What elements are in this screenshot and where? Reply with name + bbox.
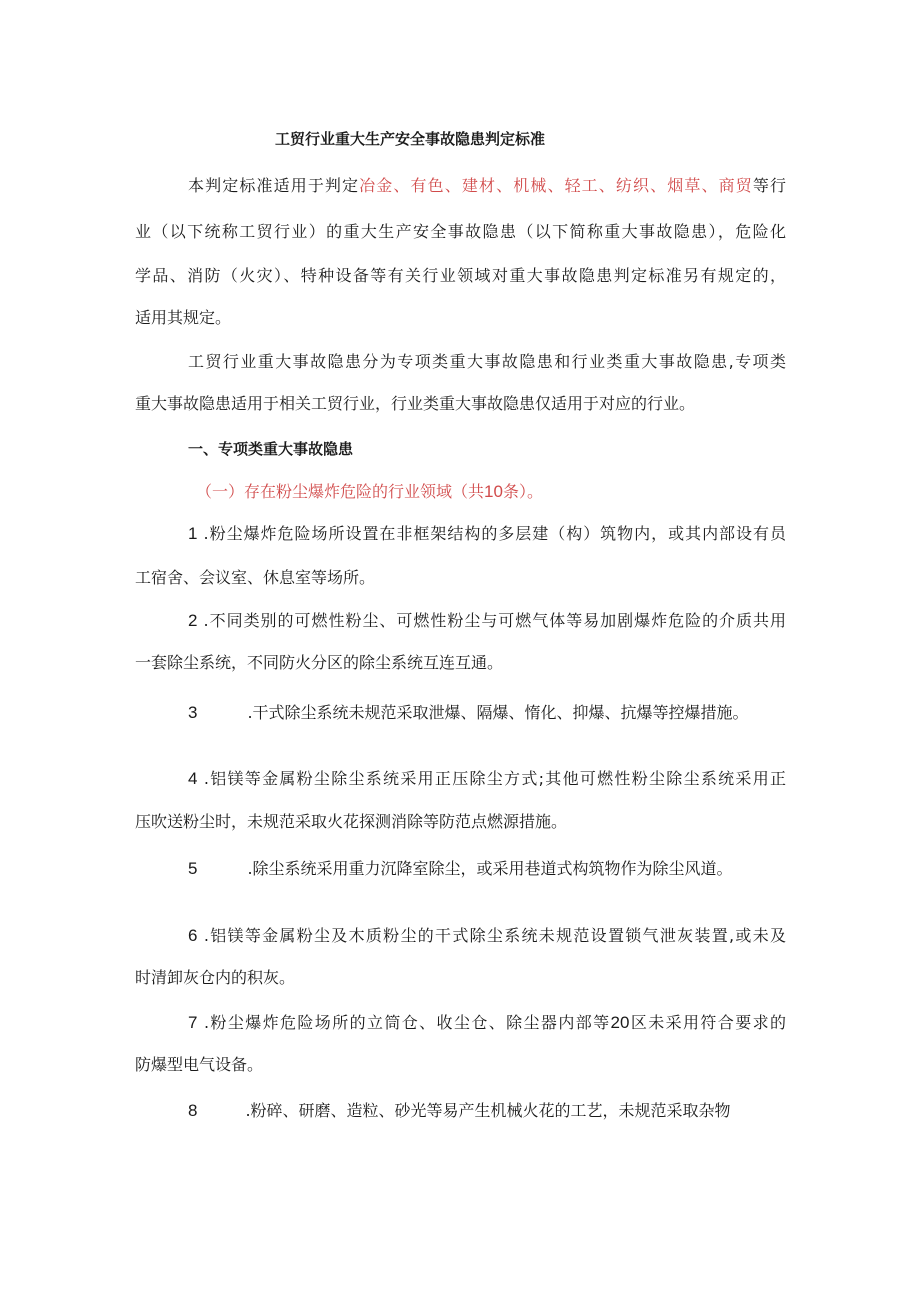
list-item	[188, 859, 733, 879]
subsection-count: 10	[484, 482, 503, 501]
list-item	[188, 1101, 731, 1121]
item-text: .铝镁等金属粉尘及木质粉尘的干式除尘系统未规范设置锁气泄灰装置,或未及	[203, 926, 786, 945]
item-continuation: 时清卸灰仓内的积灰。	[135, 968, 296, 987]
item-number: 6	[188, 926, 198, 945]
item-number: 2	[188, 611, 198, 630]
item-continuation: 压吹送粉尘时，未规范采取火花探测消除等防范点燃源措施。	[135, 812, 568, 831]
industry-list-highlight: 冶金、有色、建材、机械、轻工、纺织、烟草、商贸	[359, 176, 753, 195]
list-item	[188, 769, 786, 789]
intro-text: 本判定标准适用于判定	[188, 176, 360, 195]
item-number: 5	[188, 859, 198, 878]
item-text: .干式除尘系统未规范采取泄爆、隔爆、惰化、抑爆、抗爆等控爆措施。	[247, 703, 749, 722]
zone-number: 20	[610, 1013, 630, 1032]
intro-line-1	[188, 176, 786, 196]
subsection-heading	[196, 482, 543, 502]
list-item	[188, 926, 786, 946]
list-item	[188, 524, 786, 544]
item-text: .粉碎、研磨、造粒、砂光等易产生机械火花的工艺，未规范采取杂物	[245, 1101, 731, 1120]
classification-line-1: 工贸行业重大事故隐患分为专项类重大事故隐患和行业类重大事故隐患,专项类	[188, 352, 786, 371]
subsection-text: 条）。	[502, 482, 543, 501]
page-title: 工贸行业重大生产安全事故隐患判定标准	[275, 130, 546, 148]
item-text: .不同类别的可燃性粉尘、可燃性粉尘与可燃气体等易加剧爆炸危险的介质共用	[203, 611, 786, 630]
item-number: 1	[188, 524, 198, 543]
item-continuation: 一套除尘系统，不同防火分区的除尘系统互连互通。	[135, 653, 504, 672]
subsection-text: （一）存在粉尘爆炸危险的行业领域（共	[196, 482, 485, 501]
list-item	[188, 1013, 786, 1033]
list-item	[188, 611, 786, 631]
item-text: 区未采用符合要求的	[629, 1013, 786, 1032]
intro-line-2: 业（以下统称工贸行业）的重大生产安全事故隐患（以下简称重大事故隐患），危险化	[135, 222, 786, 241]
item-text: .粉尘爆炸危险场所的立筒仓、收尘仓、除尘器内部等	[203, 1013, 611, 1032]
item-continuation: 工宿舍、会议室、休息室等场所。	[135, 568, 376, 587]
item-number: 3	[188, 703, 198, 722]
intro-line-3: 学品、消防（火灾）、特种设备等有关行业领域对重大事故隐患判定标准另有规定的，	[135, 266, 786, 285]
item-number: 7	[188, 1013, 198, 1032]
list-item	[188, 703, 749, 723]
item-number: 4	[188, 769, 198, 788]
item-text: .除尘系统采用重力沉降室除尘，或采用巷道式构筑物作为除尘风道。	[247, 859, 733, 878]
intro-text: 等行	[752, 176, 786, 195]
item-text: .铝镁等金属粉尘除尘系统采用正压除尘方式;其他可燃性粉尘除尘系统采用正	[203, 769, 786, 788]
intro-line-4: 适用其规定。	[135, 308, 232, 327]
classification-line-2: 重大事故隐患适用于相关工贸行业，行业类重大事故隐患仅适用于对应的行业。	[135, 394, 696, 413]
item-text: .粉尘爆炸危险场所设置在非框架结构的多层建（构）筑物内，或其内部设有员	[203, 524, 786, 543]
item-number: 8	[188, 1101, 198, 1120]
section-heading: 一、专项类重大事故隐患	[188, 440, 354, 458]
item-continuation: 防爆型电气设备。	[135, 1055, 264, 1074]
